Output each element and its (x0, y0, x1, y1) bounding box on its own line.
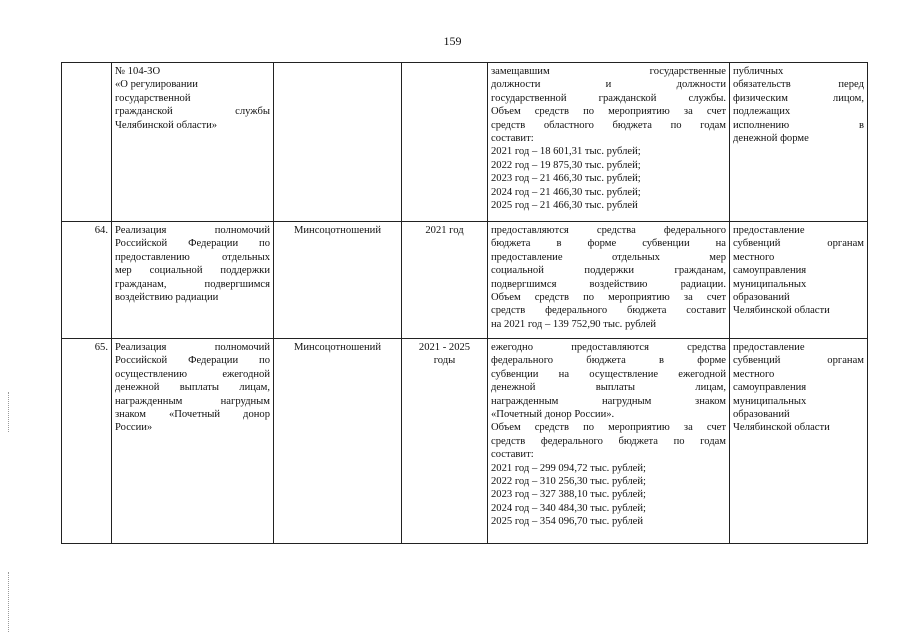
text-line: подвергшимся воздействию радиации. (491, 278, 726, 290)
result-cell (730, 222, 868, 339)
text-line: исполнению в (733, 119, 864, 131)
text-line: Челябинской области (733, 305, 830, 317)
measure-name-cell (112, 222, 274, 339)
responsible-dept-cell (274, 63, 402, 222)
text-line: России» (115, 422, 153, 434)
text-line: местного (733, 368, 775, 380)
result-cell (730, 63, 868, 222)
measure-name-cell (112, 339, 274, 544)
text-line: на 2021 год – 139 752,90 тыс. рублей (491, 318, 657, 330)
text-line: 2025 год – 21 466,30 тыс. рублей (491, 200, 638, 212)
text-line: денежной выплаты лицам, (115, 382, 270, 394)
text-line: социальной поддержки гражданам, (491, 265, 726, 277)
text-line: ежегодно предоставляются средства (491, 342, 726, 353)
text-line: «О регулировании (115, 79, 198, 91)
text-line: физическим лицом, (733, 92, 864, 104)
text-line: предоставление (733, 342, 805, 353)
text-line: 2022 год – 310 256,30 тыс. рублей; (491, 476, 647, 488)
text-line: Российской Федерации по (115, 238, 270, 250)
text-line: награжденным нагрудным знаком (491, 395, 726, 407)
text-line: государственной гражданской службы. (491, 92, 726, 104)
row-number-cell (62, 339, 112, 544)
responsible-dept-cell (274, 339, 402, 544)
text-line: Реализация полномочий (115, 225, 270, 236)
table-row (62, 63, 868, 222)
responsible-dept: Минсоцотношений (293, 342, 382, 353)
text-line: средств областного бюджета по годам (491, 119, 726, 131)
table-body (62, 63, 868, 544)
text-line: Российской Федерации по (115, 355, 270, 367)
binding-marks-upper (8, 392, 11, 432)
text-line: Челябинской области» (115, 119, 218, 131)
text-line: мер социальной поддержки (115, 265, 270, 277)
text-line: публичных (733, 66, 784, 77)
row-number-cell (62, 63, 112, 222)
text-line: 2021 год – 18 601,31 тыс. рублей; (491, 146, 641, 158)
text-line: № 104-ЗО (115, 66, 161, 77)
text-line: 2025 год – 354 096,70 тыс. рублей (491, 516, 644, 528)
text-line: гражданам, подвергшимся (115, 278, 270, 290)
text-line: замещавшим государственные (491, 66, 726, 77)
text-line: осуществлению ежегодной (115, 368, 270, 380)
text-line: Объем средств по мероприятию за счет (491, 106, 726, 118)
description-cell (488, 63, 730, 222)
text-line: знаком «Почетный донор (115, 409, 270, 421)
text-line: предоставлению отдельных (115, 251, 270, 263)
text-line: самоуправления (733, 382, 807, 394)
text-line: образований (733, 292, 790, 304)
text-line: подлежащих (733, 106, 791, 118)
program-measures-table (61, 62, 868, 544)
text-line: составит: (491, 449, 534, 461)
text-line: субвенций органам (733, 355, 864, 367)
text-line: составит: (491, 133, 534, 145)
measure-name-cell (112, 63, 274, 222)
table-row (62, 222, 868, 339)
term-cell (402, 63, 488, 222)
text-line: местного (733, 251, 775, 263)
text-line: 2024 год – 340 484,30 тыс. рублей; (491, 502, 647, 514)
responsible-dept-cell (274, 222, 402, 339)
row-number: 65. (94, 342, 108, 353)
term-line: годы (433, 355, 456, 367)
description-cell (488, 339, 730, 544)
text-line: средств федерального бюджета составит (491, 305, 726, 317)
text-line: предоставление отдельных мер (491, 251, 726, 263)
responsible-dept: Минсоцотношений (293, 225, 382, 236)
page-number: 159 (443, 34, 462, 48)
text-line: предоставляются средства федерального (491, 225, 726, 236)
term-cell (402, 339, 488, 544)
text-line: денежной выплаты лицам, (491, 382, 726, 394)
text-line: самоуправления (733, 265, 807, 277)
text-line: 2024 год – 21 466,30 тыс. рублей; (491, 186, 641, 198)
text-line: 2023 год – 327 388,10 тыс. рублей; (491, 489, 647, 501)
text-line: средств федерального бюджета по годам (491, 435, 726, 447)
text-line: Объем средств по мероприятию за счет (491, 422, 726, 434)
text-line: Челябинской области (733, 422, 830, 434)
text-line: муниципальных (733, 395, 807, 407)
text-line: «Почетный донор России». (491, 409, 615, 421)
text-line: должности и должности (491, 79, 726, 91)
text-line: 2022 год – 19 875,30 тыс. рублей; (491, 159, 641, 171)
text-line: гражданской службы (115, 106, 270, 118)
result-cell (730, 339, 868, 544)
row-number-cell (62, 222, 112, 339)
text-line: субвенции на осуществление ежегодной (491, 368, 726, 380)
text-line: федерального бюджета в форме (491, 355, 726, 367)
table-row (62, 339, 868, 544)
text-line: Реализация полномочий (115, 342, 270, 353)
text-line: предоставление (733, 225, 805, 236)
text-line: 2021 год – 299 094,72 тыс. рублей; (491, 462, 647, 474)
row-number: 64. (94, 225, 108, 236)
term-line: 2021 - 2025 (418, 342, 471, 353)
text-line: субвенций органам (733, 238, 864, 250)
binding-marks-lower (8, 572, 11, 632)
text-line: награжденным нагрудным (115, 395, 270, 407)
text-line: денежной форме (733, 133, 809, 145)
term-line: 2021 год (425, 225, 464, 236)
text-line: образований (733, 409, 790, 421)
term-cell (402, 222, 488, 339)
text-line: 2023 год – 21 466,30 тыс. рублей; (491, 173, 641, 185)
text-line: Объем средств по мероприятию за счет (491, 292, 726, 304)
description-cell (488, 222, 730, 339)
text-line: государственной (115, 92, 191, 104)
text-line: муниципальных (733, 278, 807, 290)
text-line: бюджета в форме субвенции на (491, 238, 726, 250)
text-line: воздействию радиации (115, 292, 219, 304)
text-line: обязательств перед (733, 79, 864, 91)
